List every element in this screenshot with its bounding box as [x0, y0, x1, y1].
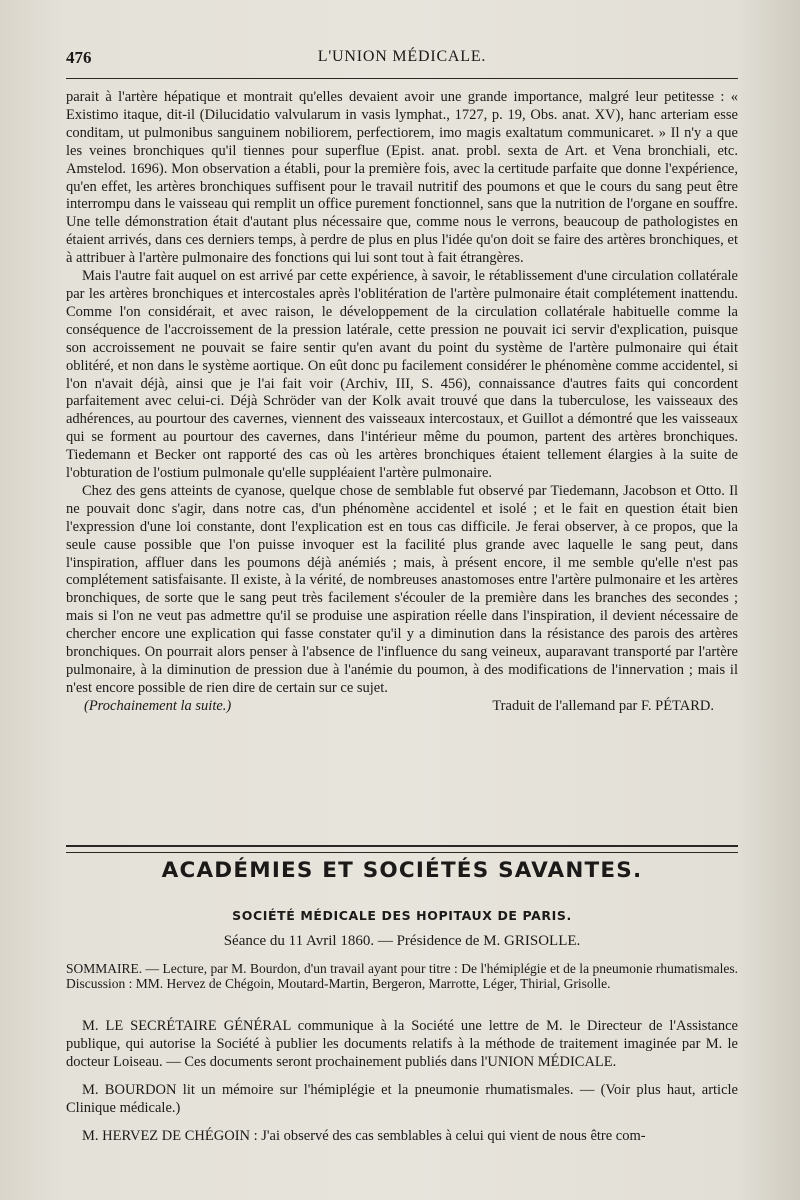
- session-minutes: [66, 1018, 738, 1155]
- page-header: [66, 46, 738, 76]
- page-number: 476: [66, 48, 92, 67]
- section-title: ACADÉMIES ET SOCIÉTÉS SAVANTES.: [161, 858, 643, 883]
- minutes-paragraph-3: M. HERVEZ DE CHÉGOIN : J'ai observé des cas semblables à celui qui vient de nous être com-: [82, 1127, 646, 1144]
- translator-credit: Traduit de l'allemand par F. PÉTARD.: [492, 697, 714, 714]
- minutes-paragraph-2: M. BOURDON lit un mémoire sur l'hémiplégie et la pneumonie rhumatismales. — (Voir plus haut, article Clinique médicale.): [66, 1081, 738, 1116]
- article-paragraph-3: Chez des gens atteints de cyanose, quelque chose de semblable fut observé par Tiedemann, Jacobson et Otto. Il ne pouvait donc s'agir, dans notre cas, d'un phénomène accidentel et isolé ; et le fait en question était bien l'expression d'une loi constante, dont l'explication est en tous cas difficile. Je ferai observer, à ce propos, que la seule cause possible que l'on puisse invoquer est la facilité plus grande avec laquelle le sang peut, dans l'inspiration, affluer dans les poumons déjà anémiés ; mais, à présent encore, il me semble qu'elle n'est pas complétement satisfaisante. Il existe, à la vérité, de nombreuses anastomoses entre l'artère pulmonaire et les artères bronchiques, de sorte que le sang peut très facilement s'écouler de la première dans les branches des secondes ; mais si l'on ne veut pas admettre qu'il se produise une aspiration réelle dans l'inspiration, il devient nécessaire de chercher encore une explication qui fasse constater qu'il y a diminution dans la résistance des parois des artères bronchiques. On pourrait alors penser à l'absence de l'influence du sang veineux, auparavant transporté par l'artère pulmonaire, à la diminution de pression due à l'anémie du poumon, à des modifications de l'innervation ; mais il n'est encore possible de rien dire de certain sur ce sujet.: [66, 482, 738, 696]
- section-rule-thick: [66, 845, 738, 847]
- session-line: Séance du 11 Avril 1860. — Présidence de M. GRISOLLE.: [223, 933, 581, 949]
- running-title: L'UNION MÉDICALE.: [317, 48, 487, 65]
- article-continuation: [66, 89, 738, 716]
- minutes-paragraph-1: M. LE SECRÉTAIRE GÉNÉRAL communique à la Société une lettre de M. le Directeur de l'Assistance publique, qui autorise la Société à publier les documents relatifs à la méthode de traitement imaginée par M. le docteur Loiseau. — Ces documents seront prochainement publiés dans l'UNION MÉDICALE.: [66, 1018, 738, 1070]
- header-rule: [66, 78, 738, 79]
- article-paragraph-1: parait à l'artère hépatique et montrait qu'elles devaient avoir une grande importance, malgré leur petitesse : « Existimo itaque, dit-il (Dilucidatio valvularum in vasis lymphat., 1727, p. 19, Obs. anat. XV), hanc arteriam esse conditam, ut pulmonibus sanguinem nobiliorem, perfectiorem, imo magis exaltatum communicaret. » Il n'y a que les veines bronchiques qu'il tiennes pour superflue (Epist. anat. probl. sexta de Art. et Vena bronchiali, etc. Amstelod. 1696). Mon observation a établi, pour la première fois, avec la certitude parfaite que donne l'expérience, qu'en effet, les artères bronchiques suffisent pour le travail nutritif des poumons et que le cours du sang peut être interrompu dans le vaisseau qui remplit un office purement fonctionnel, sans que la nutrition de l'organe en souffre. Une telle démonstration était d'autant plus nécessaire que, comme nous le verrons, beaucoup de pathologistes en étaient arrivés, dans ces derniers temps, à perdre de plus en plus l'idée qu'on doit se faire des artères bronchiques, et à attribuer à l'artère pulmonaire des fonctions qui lui sont tout à fait étrangères.: [66, 89, 738, 267]
- continued-note: (Prochainement la suite.): [84, 697, 232, 714]
- article-paragraph-2: Mais l'autre fait auquel on est arrivé par cette expérience, à savoir, le rétablissement d'une circulation collatérale par les artères bronchiques et intercostales après l'oblitération de l'artère pulmonaire était complétement inattendu. Comme l'on considérait, et avec raison, le développement de la circulation collatérale habituelle comme la conséquence de l'accroissement de la pression latérale, cette pression ne pouvait ici servir d'explication, puisque son accroissement ne pouvait se faire sentir qu'en avant du point du système de l'artère pulmonaire qui était oblitéré, et non dans le système aortique. On eût donc pu facilement considérer le phénomène comme accidentel, si l'on n'avait déjà, ainsi que je l'ai fait voir (Archiv, III, S. 456), connaissance d'autres faits qui concordent parfaitement avec celui-ci. Déjà Schröder van der Kolk avait trouvé que dans la tuberculose, les vaisseaux des adhérences, au pourtour des cavernes, viennent des vaisseaux intercostaux, et Guillot a démontré que les vaisseaux qui se forment au pourtour des cavernes, dans l'intérieur même du poumon, partent des artères bronchiques. Tiedemann et Becker ont rapporté des cas où les artères bronchiques étaient tellement élargies à la suite de l'obturation de l'ostium pulmonale qu'elle suppléaient l'artère pulmonaire.: [66, 268, 738, 482]
- section-rule-thin: [66, 852, 738, 853]
- session-summary: SOMMAIRE. — Lecture, par M. Bourdon, d'un travail ayant pour titre : De l'hémiplégie et de la pneumonie rhumatismales. Discussion : MM. Hervez de Chégoin, Moutard-Martin, Bergeron, Marrotte, Léger, Thirial, Grisolle.: [66, 961, 738, 991]
- society-heading: SOCIÉTÉ MÉDICALE DES HOPITAUX DE PARIS.: [232, 908, 572, 923]
- article-signoff: [66, 698, 738, 716]
